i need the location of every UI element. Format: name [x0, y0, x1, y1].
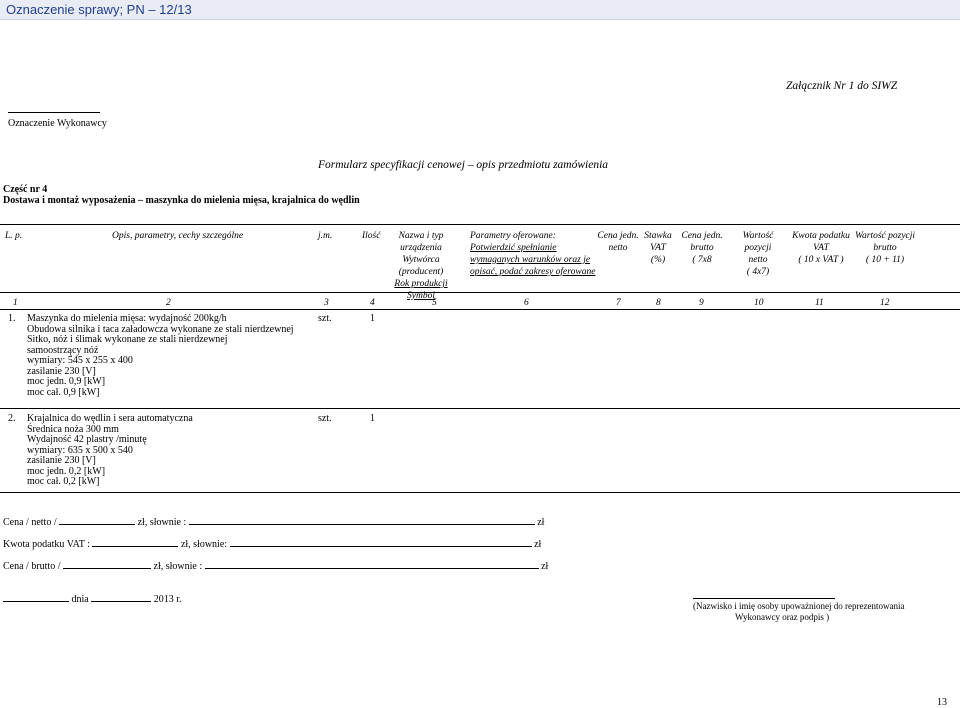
- contractor-label: Oznaczenie Wykonawcy: [8, 118, 107, 129]
- parametry-line: wymaganych warunków oraz je: [470, 255, 591, 265]
- cena-netto-line: Cena jedn.: [597, 231, 639, 241]
- row-1-line: samoostrzący nóż: [27, 344, 99, 356]
- cena-brutto-line: ( 7x8: [692, 255, 712, 265]
- total-vat-row: [3, 536, 541, 550]
- total-brutto-row: [3, 558, 548, 572]
- row-1-line: moc jedn. 0,9 [kW]: [27, 376, 106, 387]
- total-vat-words-blank[interactable]: [230, 536, 532, 547]
- total-brutto-label: Cena / brutto /: [3, 561, 61, 572]
- total-brutto-end: zł: [541, 561, 549, 572]
- row-1-line: Sitko, nóż i ślimak wykonane ze stali nierdzewnej: [27, 334, 228, 345]
- cena-netto-line: netto: [608, 243, 628, 253]
- total-vat-end: zł: [534, 539, 542, 550]
- col-number: 2: [166, 298, 171, 308]
- nazwa-line: Wytwórca: [402, 255, 440, 265]
- col-number: 6: [524, 298, 529, 308]
- nazwa-line: Symbol: [407, 291, 435, 301]
- col-number: 11: [815, 298, 824, 308]
- nazwa-line: Nazwa i typ: [398, 231, 444, 241]
- parametry-line: Potwierdzić spełnianie: [470, 243, 557, 253]
- col-number: 5: [432, 298, 437, 308]
- total-vat-label: Kwota podatku VAT :: [3, 539, 90, 550]
- col-jm-header: j.m.: [318, 231, 333, 241]
- row-2-lp: 2.: [8, 413, 16, 424]
- row-1-line: Maszynka do mielenia mięsa: wydajność 200kg/h: [27, 313, 227, 324]
- total-vat-mid: zł, słownie:: [180, 539, 228, 550]
- nazwa-line: urządzenia: [400, 243, 442, 253]
- numbers-bottom-rule: [0, 309, 960, 310]
- total-brutto-amount-blank[interactable]: [63, 558, 151, 569]
- col-lp-header: L. p.: [5, 231, 23, 241]
- row-2-line: moc jedn. 0,2 [kW]: [27, 465, 106, 477]
- date-blank[interactable]: [91, 591, 151, 602]
- date-row: [3, 591, 182, 605]
- row-2-line: zasilanie 230 [V]: [27, 455, 96, 466]
- wartosc-brutto-line: brutto: [873, 243, 897, 253]
- wartosc-netto-line: Wartość pozycji: [742, 231, 774, 253]
- total-netto-label: Cena / netto /: [3, 517, 57, 528]
- signature-caption-1: (Nazwisko i imię osoby upoważnionej do reprezentowania: [693, 601, 905, 611]
- total-netto-mid: zł, słownie :: [137, 517, 187, 528]
- wartosc-netto-line: netto: [748, 255, 768, 265]
- total-netto-amount-blank[interactable]: [59, 514, 135, 525]
- stawka-line: VAT: [650, 243, 666, 253]
- row-1-line: zasilanie 230 [V]: [27, 365, 96, 377]
- total-netto-end: zł: [537, 517, 545, 528]
- total-vat-amount-blank[interactable]: [92, 536, 178, 547]
- numbers-top-rule: [0, 292, 960, 293]
- contractor-line: [8, 112, 100, 113]
- col-number: 4: [370, 298, 375, 308]
- wartosc-netto-line: ( 4x7): [746, 267, 770, 277]
- col-ilosc-header: Ilość: [362, 231, 381, 241]
- col-wartosc-brutto-header: [854, 230, 916, 266]
- cena-brutto-line: brutto: [690, 243, 714, 253]
- attachment-label: Załącznik Nr 1 do SIWZ: [786, 80, 898, 92]
- row-1-line: Obudowa silnika i taca załadowcza wykonane ze stali nierdzewnej: [27, 323, 294, 335]
- wartosc-brutto-line: ( 10 + 11): [865, 255, 905, 265]
- col-cena-netto-header: [595, 230, 641, 254]
- table-bottom-rule: [0, 492, 960, 493]
- row-2-line: Wydajność 42 plastry /minutę: [27, 434, 147, 445]
- nazwa-line: (producent): [398, 267, 444, 277]
- total-brutto-words-blank[interactable]: [205, 558, 539, 569]
- row-1-quantity: 1: [370, 313, 375, 324]
- row-separator: [0, 408, 960, 409]
- col-stawka-header: [640, 230, 676, 266]
- col-parametry-header: [470, 230, 595, 278]
- col-number: 3: [324, 298, 329, 308]
- col-number: 9: [699, 298, 704, 308]
- total-brutto-mid: zł, słownie :: [153, 561, 203, 572]
- part-number: Część nr 4: [3, 184, 48, 195]
- year-label: 2013 r.: [153, 594, 182, 605]
- col-number: 1: [13, 298, 18, 308]
- col-number: 10: [754, 298, 764, 308]
- parametry-line: Parametry oferowane:: [470, 231, 556, 241]
- part-description: Dostawa i montaż wyposażenia – maszynka do mielenia mięsa, krajalnica do wędlin: [3, 195, 360, 206]
- row-2-quantity: 1: [370, 413, 375, 424]
- kwota-vat-line: ( 10 x VAT ): [798, 255, 844, 265]
- row-1-lp: 1.: [8, 313, 16, 324]
- col-wartosc-netto-header: [728, 230, 788, 278]
- row-1-description: [27, 314, 294, 398]
- parametry-line: opisać, podać zakresy oferowane: [470, 267, 596, 277]
- total-netto-row: [3, 514, 544, 528]
- signature-line: [693, 598, 835, 599]
- col-opis-header: Opis, parametry, cechy szczególne: [112, 231, 244, 241]
- nazwa-line: Rok produkcji: [394, 279, 448, 289]
- place-blank[interactable]: [3, 591, 69, 602]
- stawka-line: Stawka: [644, 231, 672, 241]
- signature-caption-2: Wykonawcy oraz podpis ): [735, 612, 830, 622]
- kwota-vat-line: Kwota podatku: [792, 231, 850, 241]
- cena-brutto-line: Cena jedn.: [681, 231, 723, 241]
- row-2-line: Krajalnica do wędlin i sera automatyczna: [27, 413, 193, 424]
- kwota-vat-line: VAT: [813, 243, 829, 253]
- col-number: 7: [616, 298, 621, 308]
- total-netto-words-blank[interactable]: [189, 514, 535, 525]
- col-kwota-vat-header: [790, 230, 852, 266]
- row-2-description: [27, 414, 193, 488]
- page-number: 13: [937, 697, 947, 708]
- form-title: Formularz specyfikacji cenowej – opis przedmiotu zamówienia: [318, 159, 609, 171]
- stawka-line: (%): [650, 255, 666, 265]
- window-title: Oznaczenie sprawy; PN – 12/13: [0, 0, 960, 20]
- row-2-line: moc cał. 0,2 [kW]: [27, 476, 100, 487]
- row-2-unit: szt.: [318, 413, 332, 424]
- table-top-rule: [0, 224, 960, 225]
- row-1-line: wymiary: 545 x 255 x 400: [27, 355, 133, 366]
- row-2-line: wymiary: 635 x 500 x 540: [27, 444, 133, 456]
- row-2-line: Średnica noża 300 mm: [27, 423, 119, 435]
- col-cena-brutto-header: [679, 230, 725, 266]
- row-1-unit: szt.: [318, 313, 332, 324]
- dnia-label: dnia: [71, 594, 89, 605]
- col-number: 8: [656, 298, 661, 308]
- col-number: 12: [880, 298, 890, 308]
- row-1-line: moc cał. 0,9 [kW]: [27, 386, 100, 398]
- wartosc-brutto-line: Wartość pozycji: [854, 231, 916, 241]
